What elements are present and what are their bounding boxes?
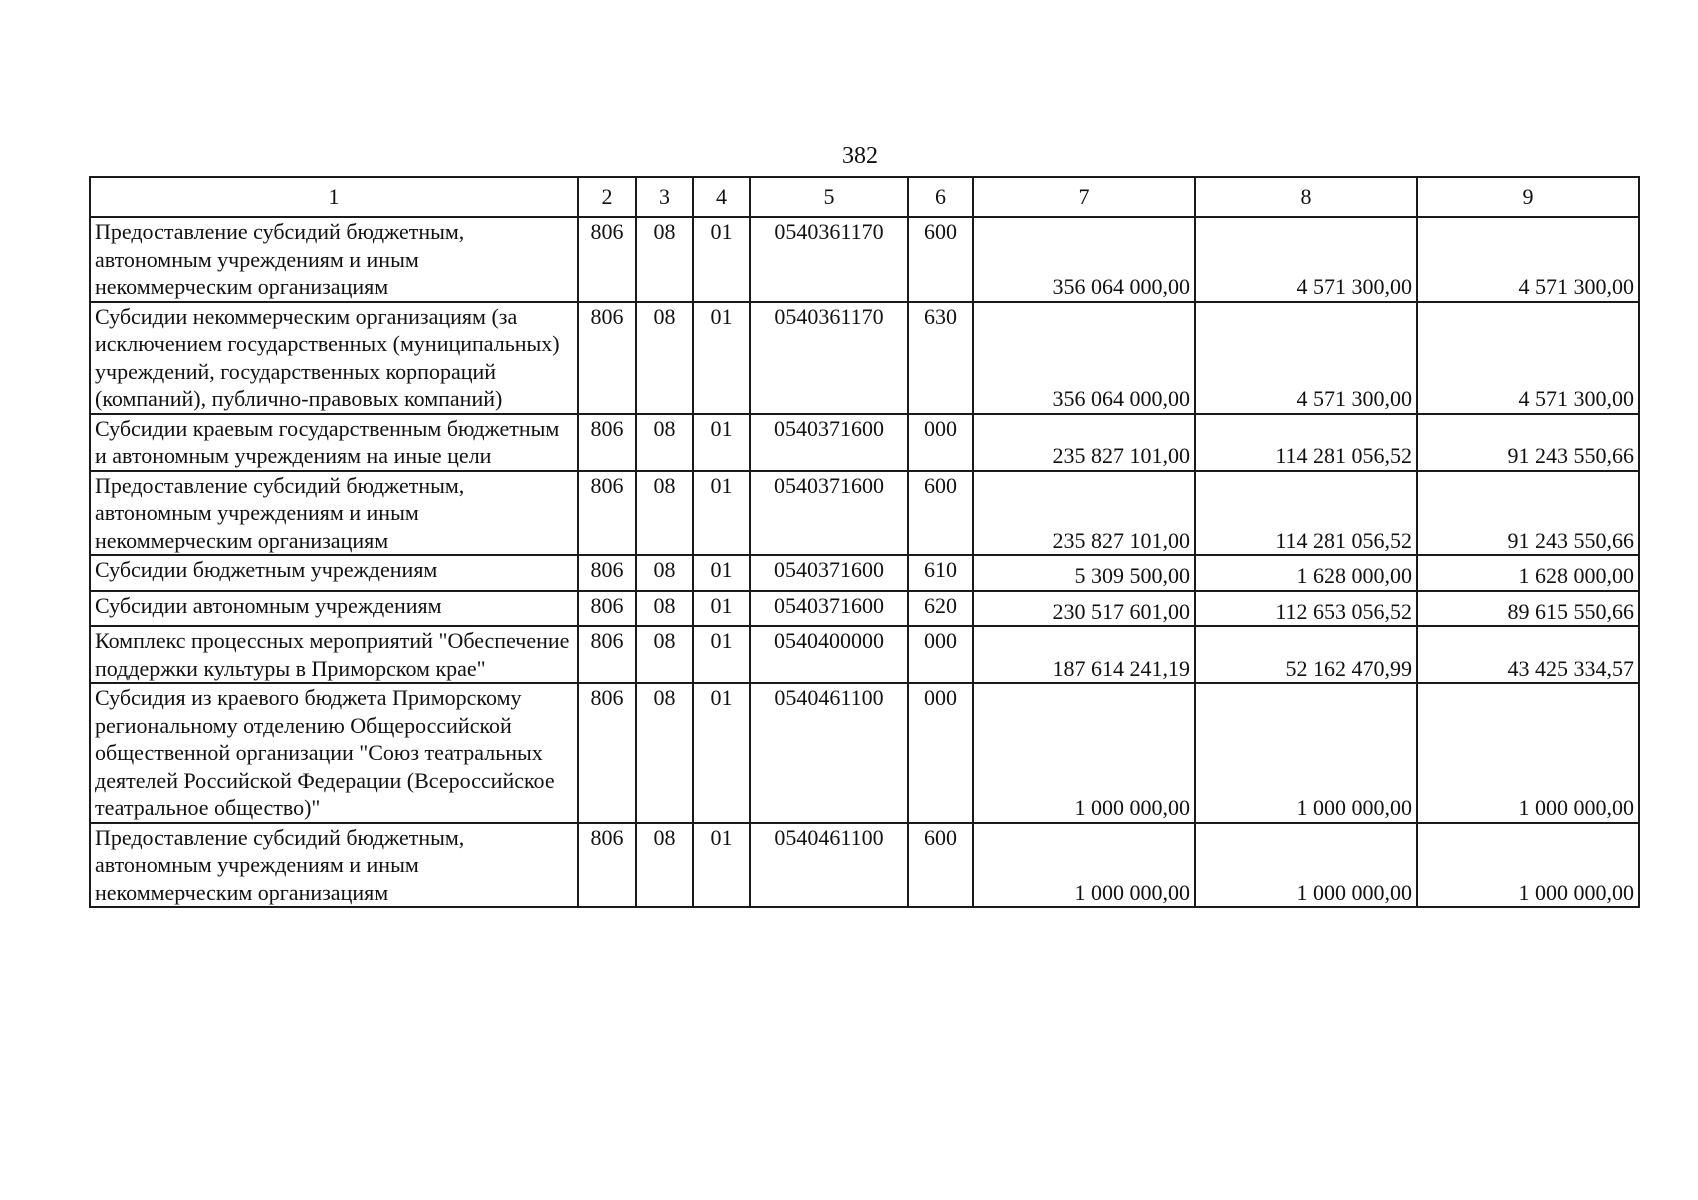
table-row xyxy=(90,591,1639,627)
cell-amount-8: 114 281 056,52 xyxy=(1195,471,1417,556)
cell-code-5: 0540371600 xyxy=(750,414,908,471)
cell-amount-7: 356 064 000,00 xyxy=(973,302,1195,414)
cell-code-2: 806 xyxy=(578,591,636,627)
cell-code-5: 0540361170 xyxy=(750,302,908,414)
cell-amount-8: 114 281 056,52 xyxy=(1195,414,1417,471)
page-number: 382 xyxy=(842,143,878,169)
row-name: Предоставление субсидий бюджетным, автономным учреждениям и иным некоммерческим организациям xyxy=(90,471,578,556)
table-row xyxy=(90,217,1639,302)
cell-amount-8: 4 571 300,00 xyxy=(1195,217,1417,302)
cell-code-2: 806 xyxy=(578,683,636,823)
column-header-1: 1 xyxy=(90,177,578,217)
cell-amount-7: 187 614 241,19 xyxy=(973,626,1195,683)
table-row xyxy=(90,414,1639,471)
cell-amount-7: 235 827 101,00 xyxy=(973,414,1195,471)
cell-amount-9: 4 571 300,00 xyxy=(1417,217,1639,302)
cell-amount-8: 1 628 000,00 xyxy=(1195,555,1417,591)
cell-amount-9: 4 571 300,00 xyxy=(1417,302,1639,414)
cell-code-6: 000 xyxy=(908,626,973,683)
cell-amount-9: 89 615 550,66 xyxy=(1417,591,1639,627)
table-row xyxy=(90,626,1639,683)
column-header-6: 6 xyxy=(908,177,973,217)
column-header-8: 8 xyxy=(1195,177,1417,217)
cell-code-6: 000 xyxy=(908,414,973,471)
cell-code-5: 0540461100 xyxy=(750,683,908,823)
header-row xyxy=(90,177,1639,217)
cell-code-5: 0540371600 xyxy=(750,555,908,591)
cell-code-2: 806 xyxy=(578,414,636,471)
cell-code-6: 620 xyxy=(908,591,973,627)
cell-amount-8: 1 000 000,00 xyxy=(1195,683,1417,823)
cell-amount-9: 1 000 000,00 xyxy=(1417,683,1639,823)
cell-code-2: 806 xyxy=(578,471,636,556)
row-name: Субсидии краевым государственным бюджетным и автономным учреждениям на иные цели xyxy=(90,414,578,471)
cell-amount-9: 91 243 550,66 xyxy=(1417,414,1639,471)
cell-code-6: 630 xyxy=(908,302,973,414)
cell-code-6: 600 xyxy=(908,823,973,908)
cell-code-3: 08 xyxy=(636,471,693,556)
budget-table xyxy=(89,176,1640,908)
table-row xyxy=(90,471,1639,556)
cell-code-4: 01 xyxy=(693,217,750,302)
row-name: Предоставление субсидий бюджетным, автономным учреждениям и иным некоммерческим организациям xyxy=(90,823,578,908)
cell-code-2: 806 xyxy=(578,823,636,908)
cell-code-4: 01 xyxy=(693,414,750,471)
cell-code-6: 000 xyxy=(908,683,973,823)
cell-code-4: 01 xyxy=(693,683,750,823)
cell-code-3: 08 xyxy=(636,217,693,302)
table-row xyxy=(90,683,1639,823)
column-header-4: 4 xyxy=(693,177,750,217)
cell-code-2: 806 xyxy=(578,302,636,414)
cell-code-4: 01 xyxy=(693,591,750,627)
column-header-7: 7 xyxy=(973,177,1195,217)
cell-amount-7: 1 000 000,00 xyxy=(973,823,1195,908)
cell-code-3: 08 xyxy=(636,302,693,414)
column-header-2: 2 xyxy=(578,177,636,217)
cell-amount-8: 52 162 470,99 xyxy=(1195,626,1417,683)
cell-amount-9: 1 628 000,00 xyxy=(1417,555,1639,591)
cell-code-3: 08 xyxy=(636,683,693,823)
row-name: Предоставление субсидий бюджетным, автономным учреждениям и иным некоммерческим организациям xyxy=(90,217,578,302)
cell-amount-9: 91 243 550,66 xyxy=(1417,471,1639,556)
cell-code-6: 610 xyxy=(908,555,973,591)
cell-amount-7: 1 000 000,00 xyxy=(973,683,1195,823)
cell-code-4: 01 xyxy=(693,471,750,556)
cell-code-3: 08 xyxy=(636,626,693,683)
cell-code-3: 08 xyxy=(636,591,693,627)
cell-code-2: 806 xyxy=(578,217,636,302)
cell-code-4: 01 xyxy=(693,626,750,683)
cell-amount-7: 5 309 500,00 xyxy=(973,555,1195,591)
cell-code-5: 0540461100 xyxy=(750,823,908,908)
cell-amount-9: 43 425 334,57 xyxy=(1417,626,1639,683)
table-row xyxy=(90,302,1639,414)
table-row xyxy=(90,823,1639,908)
cell-code-5: 0540371600 xyxy=(750,591,908,627)
table-row xyxy=(90,555,1639,591)
cell-code-5: 0540371600 xyxy=(750,471,908,556)
cell-code-6: 600 xyxy=(908,217,973,302)
row-name: Субсидия из краевого бюджета Приморскому региональному отделению Общероссийской общественной организации "Союз театральных деятелей Российской Федерации (Всероссийское театральное общество)" xyxy=(90,683,578,823)
cell-code-6: 600 xyxy=(908,471,973,556)
column-header-5: 5 xyxy=(750,177,908,217)
column-header-9: 9 xyxy=(1417,177,1639,217)
cell-code-5: 0540400000 xyxy=(750,626,908,683)
cell-code-5: 0540361170 xyxy=(750,217,908,302)
cell-amount-7: 230 517 601,00 xyxy=(973,591,1195,627)
cell-code-3: 08 xyxy=(636,555,693,591)
row-name: Субсидии бюджетным учреждениям xyxy=(90,555,578,591)
cell-code-4: 01 xyxy=(693,555,750,591)
cell-amount-9: 1 000 000,00 xyxy=(1417,823,1639,908)
cell-code-4: 01 xyxy=(693,302,750,414)
cell-code-2: 806 xyxy=(578,555,636,591)
cell-amount-8: 4 571 300,00 xyxy=(1195,302,1417,414)
cell-amount-7: 235 827 101,00 xyxy=(973,471,1195,556)
cell-code-3: 08 xyxy=(636,823,693,908)
row-name: Субсидии автономным учреждениям xyxy=(90,591,578,627)
row-name: Субсидии некоммерческим организациям (за исключением государственных (муниципальных) учреждений, государственных корпораций (компаний), публично-правовых компаний) xyxy=(90,302,578,414)
cell-amount-8: 112 653 056,52 xyxy=(1195,591,1417,627)
cell-amount-8: 1 000 000,00 xyxy=(1195,823,1417,908)
cell-code-3: 08 xyxy=(636,414,693,471)
cell-code-2: 806 xyxy=(578,626,636,683)
column-header-3: 3 xyxy=(636,177,693,217)
cell-code-4: 01 xyxy=(693,823,750,908)
row-name: Комплекс процессных мероприятий "Обеспечение поддержки культуры в Приморском крае" xyxy=(90,626,578,683)
cell-amount-7: 356 064 000,00 xyxy=(973,217,1195,302)
